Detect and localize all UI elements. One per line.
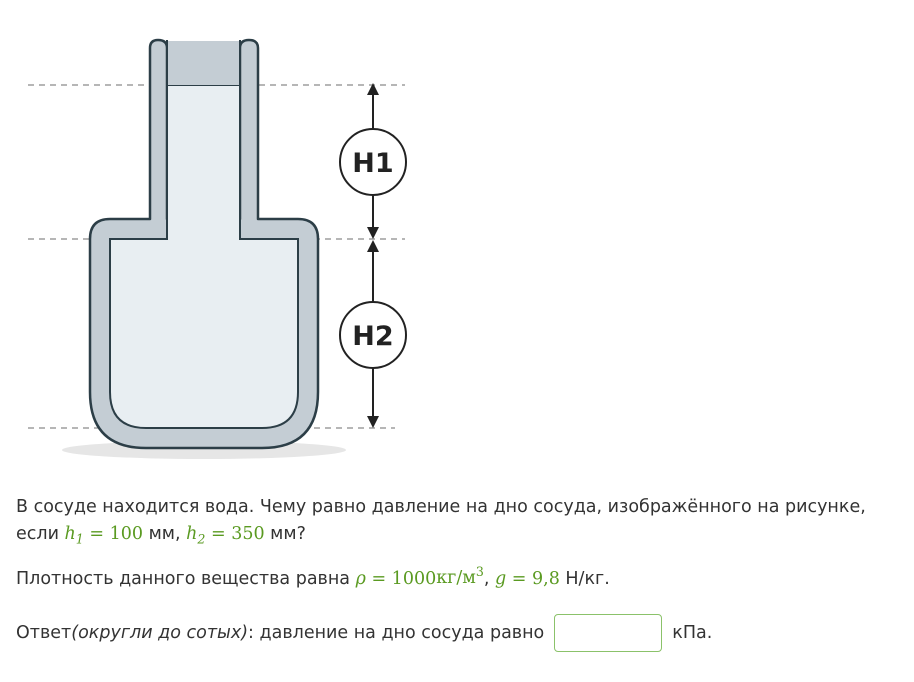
h2-label: H2 [352, 321, 394, 352]
rho-variable: ρ [355, 568, 366, 589]
answer-prefix: Ответ [16, 623, 72, 643]
problem-line-3: Плотность данного вещества равна $\rho = 1000кг/м^3$, g = 9,8 Н/кг. [16, 564, 610, 589]
answer-text: : давление на дно сосуда равно [248, 623, 545, 643]
h1-arrow-head-top [367, 83, 379, 95]
h2-value: = 350 [205, 524, 265, 544]
rho-value: = 1000 [365, 568, 437, 589]
g-value: = 9,8 [506, 568, 560, 589]
answer-line [16, 613, 712, 653]
problem-text [16, 494, 906, 592]
problem-line-2: если $h_1 = 100$ мм, $h_2 = 350$ мм? [16, 524, 306, 547]
problem-line-1: В сосуде находится вода. Чему равно давление на дно сосуда, изображённого на рисунке, [16, 497, 866, 517]
h1-arrow-head-bottom [367, 227, 379, 239]
rho-unit: $кг/м^3$ [436, 564, 484, 589]
answer-hint: (округли до сотых) [71, 623, 249, 643]
h1-variable: $h_1$ [64, 524, 84, 547]
vessel-figure [0, 0, 460, 470]
h2-arrow-head-bottom [367, 416, 379, 428]
neck-air [168, 41, 239, 85]
g-variable: g [495, 568, 507, 589]
h1-value: = 100 [83, 524, 144, 544]
h1-label: H1 [352, 148, 394, 179]
h2-variable: $h_2$ [186, 524, 206, 547]
answer-input[interactable] [554, 614, 662, 652]
answer-unit: кПа. [672, 623, 713, 643]
water [110, 85, 298, 428]
